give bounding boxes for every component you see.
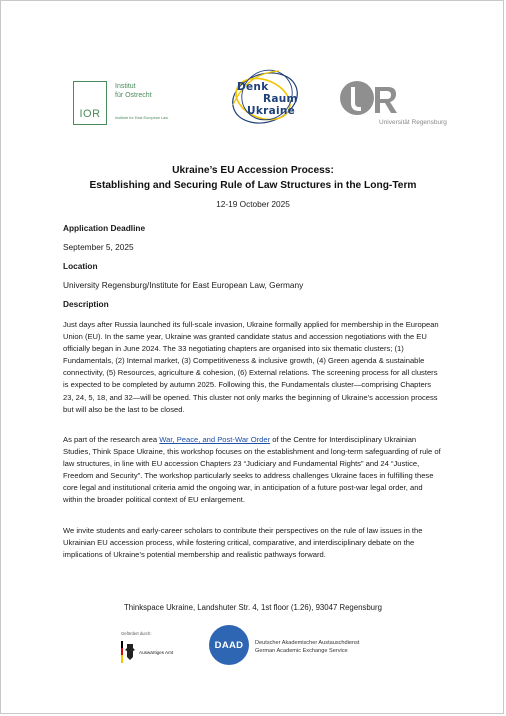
description-label: Description bbox=[63, 299, 109, 309]
description-paragraph-1: Just days after Russia launched its full-scale invasion, Ukraine formally applied for membership in the European Union (EU). In the same year, Ukraine was granted candidate status and accession negotiations with the EU officially began in June 2024. The 33 negotiating chapters are organised into six thematic clusters; (1) Fundamentals, (2) Internal market, (3) Competitiveness & inclusive growth, (4) Green agenda & sustainable connectivity, (5) Resources, agriculture & cohesion, (6) External relations. The screening process for all clusters is expected to be completed by autumn 2025. Following this, the Fundamentals cluster—comprising Chapters 23, 24, 5, 18, and 32—will be opened. This cluster not only marks the beginning of Ukraine’s accession process but will also be the last to be closed. bbox=[63, 320, 439, 414]
deadline-value: September 5, 2025 bbox=[63, 242, 134, 252]
federal-eagle-icon bbox=[121, 641, 135, 663]
paragraph-2-intro: As part of the research area bbox=[63, 435, 160, 444]
auswaertiges-amt-name: Auswärtiges Amt bbox=[139, 650, 174, 655]
daad-name-en: German Academic Exchange Service bbox=[255, 648, 348, 654]
daad-abbr: DAAD bbox=[214, 639, 244, 651]
location-label: Location bbox=[63, 261, 98, 271]
description-paragraph-2 bbox=[63, 434, 443, 507]
paragraph-2-body: of the Centre for Interdisciplinary Ukrainian Studies, Think Space Ukraine, this workshop focuses on the establishment and long-term safeguarding of rule of law structures, in line with EU accession Chapters 23 “Judiciary and Fundamental Rights” and 24 “Justice, Freedom and Security”. The workshop particularly seeks to address challenges Ukraine faces in fulfilling these core legal and institutional criteria amid the ongoing war, in anticipation of a future post-war legal order, and within the broader political context of EU enlargement. bbox=[63, 435, 441, 505]
ior-english-name: Institute for East European Law bbox=[115, 116, 168, 120]
ur-name: Universität Regensburg bbox=[379, 119, 447, 126]
event-dates: 12-19 October 2025 bbox=[216, 199, 290, 209]
daad-logo bbox=[209, 625, 249, 665]
ior-logo bbox=[73, 81, 203, 127]
location-value: University Regensburg/Institute for East European Law, Germany bbox=[63, 280, 304, 290]
venue-address: Thinkspace Ukraine, Landshuter Str. 4, 1st floor (1.26), 93047 Regensburg bbox=[124, 603, 382, 612]
denkraum-ukraine-logo bbox=[227, 65, 301, 131]
ior-line1: Institut bbox=[115, 83, 136, 90]
ior-logo-box bbox=[73, 81, 107, 125]
funded-by-label: Gefördert durch: bbox=[121, 631, 152, 636]
ior-name bbox=[115, 82, 152, 100]
denkraum-line2: Raum bbox=[263, 93, 298, 105]
research-area-link[interactable]: War, Peace, and Post-War Order bbox=[159, 435, 271, 444]
daad-name-de: Deutscher Akademischer Austauschdienst bbox=[255, 640, 360, 646]
ior-line2: für Ostrecht bbox=[115, 92, 152, 99]
event-title-line1: Ukraine’s EU Accession Process: bbox=[172, 165, 334, 176]
description-paragraph-3: We invite students and early-career scholars to contribute their perspectives on the rule of law issues in the Ukrainian EU accession process, while fostering critical, comparative, and interdisciplinary debate on the implications of Ukraine’s potential membership and realistic pathways forward. bbox=[63, 526, 423, 560]
ur-logo bbox=[339, 79, 471, 135]
ior-abbr: IOR bbox=[79, 108, 101, 120]
denkraum-line1: Denk bbox=[237, 81, 269, 93]
auswaertiges-amt-logo bbox=[121, 631, 193, 679]
ur-emblem-icon bbox=[339, 79, 399, 121]
event-title-line2: Establishing and Securing Rule of Law Structures in the Long-Term bbox=[89, 180, 417, 191]
deadline-label: Application Deadline bbox=[63, 223, 146, 233]
denkraum-line3: Ukraine bbox=[247, 105, 296, 117]
daad-name bbox=[255, 639, 359, 655]
